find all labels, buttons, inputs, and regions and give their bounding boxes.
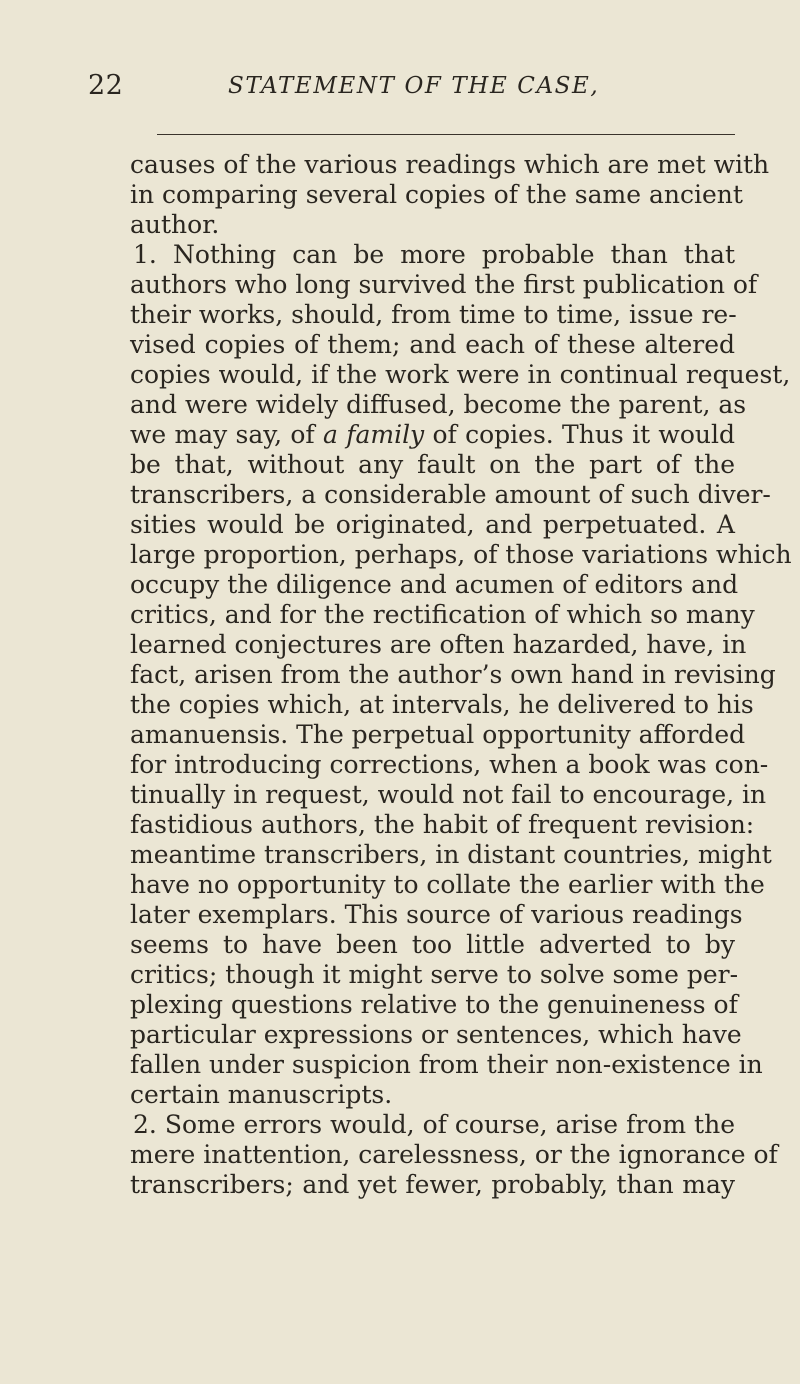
text-line: have no opportunity to collate the earlier with the [130,870,765,899]
italic-word: a family [322,420,425,449]
text-line: transcribers, a considerable amount of such diver- [130,480,771,509]
text-line: meantime transcribers, in distant countries, might [130,840,772,869]
text-line: 1. Nothing can be more probable than that [133,240,735,269]
text-line: critics; though it might serve to solve some per- [130,960,739,989]
running-title: STATEMENT OF THE CASE, [228,73,600,99]
text-line: plexing questions relative to the genuineness of [130,990,738,1019]
text-line: learned conjectures are often hazarded, have, in [130,630,747,659]
page-number: 22 [88,70,124,101]
text-line: vised copies of them; and each of these altered [130,330,735,359]
header-rule [157,134,735,135]
running-head [88,70,728,110]
text-line: seems to have been too little adverted to by [130,930,735,959]
text-line: and were widely diffused, become the parent, as [130,390,747,419]
text-line: the copies which, at intervals, he delivered to his [130,690,754,719]
text-line-family: we may say, of a family of copies. Thus it would [130,420,735,449]
text-line: occupy the diligence and acumen of editors and [130,570,739,599]
text-line: their works, should, from time to time, issue re- [130,300,737,329]
text-line: large proportion, perhaps, of those variations which [130,540,792,569]
text-line: later exemplars. This source of various readings [130,900,743,929]
text-line: fastidious authors, the habit of frequent revision: [130,810,755,839]
text-line: authors who long survived the first publication of [130,270,758,299]
text-line: be that, without any fault on the part of the [130,450,735,479]
text-line: for introducing corrections, when a book was con- [130,750,769,779]
text-line: particular expressions or sentences, which have [130,1020,742,1049]
text-line: critics, and for the rectification of which so many [130,600,755,629]
text-line: amanuensis. The perpetual opportunity afforded [130,720,746,749]
text-line: tinually in request, would not fail to encourage, in [130,780,767,809]
text-line: causes of the various readings which are met with [130,150,770,179]
text-line: certain manuscripts. [130,1080,393,1109]
text-line: 2. Some errors would, of course, arise from the [133,1110,735,1139]
text-line: mere inattention, carelessness, or the ignorance of [130,1140,778,1169]
text-line: fallen under suspicion from their non-existence in [130,1050,763,1079]
text-line: transcribers; and yet fewer, probably, than may [130,1170,735,1199]
text-line: copies would, if the work were in continual request, [130,360,791,389]
text-line: fact, arisen from the author’s own hand in revising [130,660,776,689]
text-line: sities would be originated, and perpetuated. A [130,510,735,539]
text-line: author. [130,210,220,239]
text-line: in comparing several copies of the same ancient [130,180,743,209]
body-text [130,150,792,1200]
